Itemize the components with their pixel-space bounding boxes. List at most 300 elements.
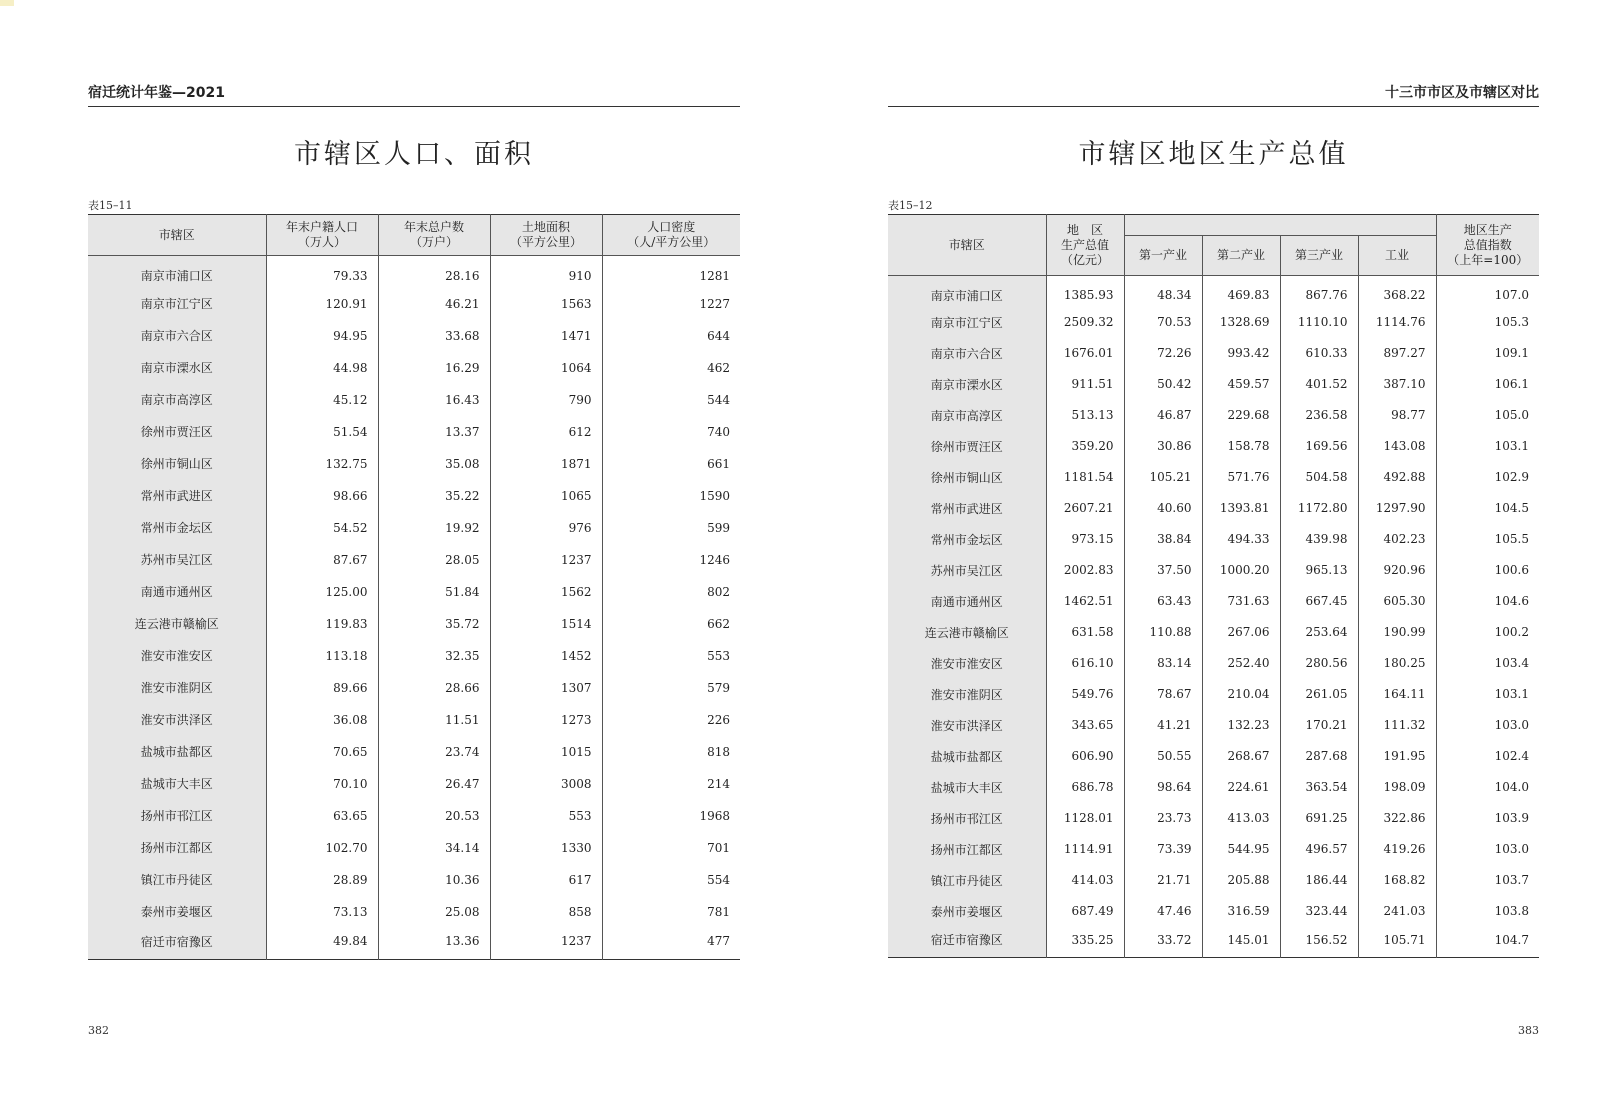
value-cell: 616.10: [1046, 648, 1124, 679]
value-cell: 1181.54: [1046, 462, 1124, 493]
value-cell: 170.21: [1280, 710, 1358, 741]
value-cell: 1114.91: [1046, 834, 1124, 865]
value-cell: 26.47: [378, 768, 490, 800]
value-cell: 28.89: [266, 864, 378, 896]
value-cell: 79.33: [266, 256, 378, 288]
value-cell: 132.75: [266, 448, 378, 480]
value-cell: 103.0: [1436, 834, 1539, 865]
value-cell: 740: [602, 416, 740, 448]
region-name-cell: 南京市溧水区: [888, 369, 1046, 400]
value-cell: 413.03: [1202, 803, 1280, 834]
value-cell: 267.06: [1202, 617, 1280, 648]
value-cell: 818: [602, 736, 740, 768]
region-name-cell: 连云港市赣榆区: [88, 608, 266, 640]
scan-corner-mark: [0, 0, 14, 6]
value-cell: 343.65: [1046, 710, 1124, 741]
value-cell: 103.0: [1436, 710, 1539, 741]
table-row: [88, 288, 740, 320]
value-cell: 186.44: [1280, 865, 1358, 896]
table-row: [88, 576, 740, 608]
table-row: [88, 608, 740, 640]
region-name-cell: 淮安市淮阴区: [88, 672, 266, 704]
value-cell: 38.84: [1124, 524, 1202, 555]
value-cell: 156.52: [1280, 927, 1358, 958]
table-row: [888, 741, 1539, 772]
region-name-cell: 苏州市吴江区: [888, 555, 1046, 586]
value-cell: 106.1: [1436, 369, 1539, 400]
table-row: [888, 586, 1539, 617]
value-cell: 70.53: [1124, 307, 1202, 338]
region-name-cell: 盐城市盐都区: [88, 736, 266, 768]
value-cell: 1330: [490, 832, 602, 864]
value-cell: 606.90: [1046, 741, 1124, 772]
table-row: [88, 448, 740, 480]
value-cell: 579: [602, 672, 740, 704]
value-cell: 667.45: [1280, 586, 1358, 617]
value-cell: 36.08: [266, 704, 378, 736]
header-tertiary-industry: 第三产业: [1280, 236, 1358, 276]
value-cell: 30.86: [1124, 431, 1202, 462]
value-cell: 103.7: [1436, 865, 1539, 896]
value-cell: 1110.10: [1280, 307, 1358, 338]
value-cell: 1064: [490, 352, 602, 384]
value-cell: 190.99: [1358, 617, 1436, 648]
value-cell: 132.23: [1202, 710, 1280, 741]
value-cell: 1385.93: [1046, 276, 1124, 307]
value-cell: 107.0: [1436, 276, 1539, 307]
table-row: [88, 768, 740, 800]
value-cell: 224.61: [1202, 772, 1280, 803]
value-cell: 44.98: [266, 352, 378, 384]
value-cell: 359.20: [1046, 431, 1124, 462]
region-name-cell: 常州市武进区: [88, 480, 266, 512]
header-primary-industry: 第一产业: [1124, 236, 1202, 276]
value-cell: 104.7: [1436, 927, 1539, 958]
value-cell: 323.44: [1280, 896, 1358, 927]
value-cell: 214: [602, 768, 740, 800]
value-cell: 1514: [490, 608, 602, 640]
region-name-cell: 南通市通州区: [888, 586, 1046, 617]
value-cell: 35.08: [378, 448, 490, 480]
value-cell: 83.14: [1124, 648, 1202, 679]
value-cell: 102.4: [1436, 741, 1539, 772]
value-cell: 104.5: [1436, 493, 1539, 524]
header-region: 市辖区: [888, 215, 1046, 276]
value-cell: 11.51: [378, 704, 490, 736]
table-row: [888, 276, 1539, 307]
region-name-cell: 常州市武进区: [888, 493, 1046, 524]
value-cell: 1676.01: [1046, 338, 1124, 369]
value-cell: 51.84: [378, 576, 490, 608]
value-cell: 1237: [490, 544, 602, 576]
table-row: [888, 338, 1539, 369]
value-cell: 553: [490, 800, 602, 832]
value-cell: 169.56: [1280, 431, 1358, 462]
region-name-cell: 南京市六合区: [888, 338, 1046, 369]
value-cell: 103.8: [1436, 896, 1539, 927]
value-cell: 1172.80: [1280, 493, 1358, 524]
value-cell: 23.74: [378, 736, 490, 768]
gdp-table: [888, 214, 1539, 958]
table-row: [888, 400, 1539, 431]
value-cell: 1237: [490, 928, 602, 960]
value-cell: 253.64: [1280, 617, 1358, 648]
region-name-cell: 泰州市姜堰区: [888, 896, 1046, 927]
value-cell: 1128.01: [1046, 803, 1124, 834]
region-name-cell: 镇江市丹徒区: [888, 865, 1046, 896]
value-cell: 2607.21: [1046, 493, 1124, 524]
value-cell: 28.16: [378, 256, 490, 288]
region-name-cell: 宿迁市宿豫区: [88, 928, 266, 960]
region-name-cell: 南京市浦口区: [88, 256, 266, 288]
value-cell: 599: [602, 512, 740, 544]
page-number-left: 382: [88, 1024, 109, 1037]
value-cell: 48.34: [1124, 276, 1202, 307]
value-cell: 103.1: [1436, 679, 1539, 710]
value-cell: 252.40: [1202, 648, 1280, 679]
value-cell: 70.10: [266, 768, 378, 800]
region-name-cell: 南京市江宁区: [888, 307, 1046, 338]
value-cell: 94.95: [266, 320, 378, 352]
value-cell: 459.57: [1202, 369, 1280, 400]
value-cell: 993.42: [1202, 338, 1280, 369]
value-cell: 477: [602, 928, 740, 960]
table-row: [88, 800, 740, 832]
value-cell: 402.23: [1358, 524, 1436, 555]
value-cell: 100.6: [1436, 555, 1539, 586]
value-cell: 164.11: [1358, 679, 1436, 710]
header-land-area: 土地面积 （平方公里）: [490, 215, 602, 256]
value-cell: 322.86: [1358, 803, 1436, 834]
table-row: [88, 256, 740, 288]
value-cell: 368.22: [1358, 276, 1436, 307]
table-row: [888, 803, 1539, 834]
value-cell: 419.26: [1358, 834, 1436, 865]
table-row: [88, 320, 740, 352]
value-cell: 287.68: [1280, 741, 1358, 772]
value-cell: 610.33: [1280, 338, 1358, 369]
region-name-cell: 盐城市盐都区: [888, 741, 1046, 772]
value-cell: 229.68: [1202, 400, 1280, 431]
value-cell: 113.18: [266, 640, 378, 672]
value-cell: 54.52: [266, 512, 378, 544]
table-row: [88, 896, 740, 928]
value-cell: 40.60: [1124, 493, 1202, 524]
region-name-cell: 连云港市赣榆区: [888, 617, 1046, 648]
value-cell: 105.5: [1436, 524, 1539, 555]
value-cell: 205.88: [1202, 865, 1280, 896]
value-cell: 897.27: [1358, 338, 1436, 369]
region-name-cell: 南京市江宁区: [88, 288, 266, 320]
table-row: [88, 352, 740, 384]
header-households: 年末总户数 （万户）: [378, 215, 490, 256]
value-cell: 19.92: [378, 512, 490, 544]
table-row: [888, 772, 1539, 803]
value-cell: 110.88: [1124, 617, 1202, 648]
value-cell: 20.53: [378, 800, 490, 832]
region-name-cell: 盐城市大丰区: [88, 768, 266, 800]
value-cell: 544: [602, 384, 740, 416]
table-row: [88, 928, 740, 960]
value-cell: 98.64: [1124, 772, 1202, 803]
value-cell: 98.66: [266, 480, 378, 512]
value-cell: 790: [490, 384, 602, 416]
value-cell: 513.13: [1046, 400, 1124, 431]
table-row: [888, 307, 1539, 338]
table-row: [888, 493, 1539, 524]
value-cell: 191.95: [1358, 741, 1436, 772]
table-row: [888, 710, 1539, 741]
header-region: 市辖区: [88, 215, 266, 256]
value-cell: 89.66: [266, 672, 378, 704]
value-cell: 401.52: [1280, 369, 1358, 400]
table-row: [88, 480, 740, 512]
value-cell: 976: [490, 512, 602, 544]
value-cell: 612: [490, 416, 602, 448]
value-cell: 414.03: [1046, 865, 1124, 896]
value-cell: 13.36: [378, 928, 490, 960]
value-cell: 168.82: [1358, 865, 1436, 896]
value-cell: 1393.81: [1202, 493, 1280, 524]
value-cell: 554: [602, 864, 740, 896]
page-number-right: 383: [1518, 1024, 1539, 1037]
region-name-cell: 徐州市贾汪区: [88, 416, 266, 448]
value-cell: 119.83: [266, 608, 378, 640]
value-cell: 35.22: [378, 480, 490, 512]
value-cell: 553: [602, 640, 740, 672]
region-name-cell: 扬州市江都区: [888, 834, 1046, 865]
value-cell: 781: [602, 896, 740, 928]
value-cell: 1452: [490, 640, 602, 672]
region-name-cell: 淮安市洪泽区: [88, 704, 266, 736]
value-cell: 686.78: [1046, 772, 1124, 803]
value-cell: 973.15: [1046, 524, 1124, 555]
value-cell: 605.30: [1358, 586, 1436, 617]
region-name-cell: 常州市金坛区: [888, 524, 1046, 555]
value-cell: 51.54: [266, 416, 378, 448]
region-name-cell: 镇江市丹徒区: [88, 864, 266, 896]
table-row: [88, 832, 740, 864]
value-cell: 241.03: [1358, 896, 1436, 927]
region-name-cell: 宿迁市宿豫区: [888, 927, 1046, 958]
table-row: [888, 679, 1539, 710]
value-cell: 965.13: [1280, 555, 1358, 586]
value-cell: 47.46: [1124, 896, 1202, 927]
table-number-15-12: 表15–12: [888, 199, 933, 212]
value-cell: 504.58: [1280, 462, 1358, 493]
value-cell: 63.65: [266, 800, 378, 832]
value-cell: 28.05: [378, 544, 490, 576]
value-cell: 105.0: [1436, 400, 1539, 431]
table-row: [88, 640, 740, 672]
table-row: [88, 736, 740, 768]
value-cell: 49.84: [266, 928, 378, 960]
region-name-cell: 淮安市洪泽区: [888, 710, 1046, 741]
value-cell: 1227: [602, 288, 740, 320]
value-cell: 1281: [602, 256, 740, 288]
region-name-cell: 南京市浦口区: [888, 276, 1046, 307]
table-row: [88, 704, 740, 736]
value-cell: 387.10: [1358, 369, 1436, 400]
table-number-15-11: 表15–11: [88, 199, 133, 212]
value-cell: 571.76: [1202, 462, 1280, 493]
value-cell: 45.12: [266, 384, 378, 416]
value-cell: 1328.69: [1202, 307, 1280, 338]
table-row: [888, 896, 1539, 927]
value-cell: 210.04: [1202, 679, 1280, 710]
value-cell: 492.88: [1358, 462, 1436, 493]
value-cell: 50.55: [1124, 741, 1202, 772]
region-name-cell: 淮安市淮安区: [88, 640, 266, 672]
value-cell: 911.51: [1046, 369, 1124, 400]
value-cell: 73.13: [266, 896, 378, 928]
value-cell: 1000.20: [1202, 555, 1280, 586]
table-row: [888, 462, 1539, 493]
table-title-gdp: 市辖区地区生产总值: [1078, 139, 1349, 170]
value-cell: 109.1: [1436, 338, 1539, 369]
value-cell: 103.1: [1436, 431, 1539, 462]
value-cell: 72.26: [1124, 338, 1202, 369]
value-cell: 1307: [490, 672, 602, 704]
value-cell: 70.65: [266, 736, 378, 768]
value-cell: 105.3: [1436, 307, 1539, 338]
value-cell: 34.14: [378, 832, 490, 864]
table-row: [888, 369, 1539, 400]
region-name-cell: 扬州市邗江区: [88, 800, 266, 832]
value-cell: 1562: [490, 576, 602, 608]
table-row: [888, 617, 1539, 648]
header-industry-group: [1124, 215, 1436, 236]
table-row: [888, 927, 1539, 958]
region-name-cell: 南京市六合区: [88, 320, 266, 352]
value-cell: 268.67: [1202, 741, 1280, 772]
value-cell: 41.21: [1124, 710, 1202, 741]
region-name-cell: 扬州市邗江区: [888, 803, 1046, 834]
value-cell: 1065: [490, 480, 602, 512]
right-page: [888, 0, 1539, 1099]
value-cell: 105.71: [1358, 927, 1436, 958]
value-cell: 363.54: [1280, 772, 1358, 803]
running-head-left: 宿迁统计年鉴—2021: [88, 84, 740, 107]
value-cell: 87.67: [266, 544, 378, 576]
value-cell: 180.25: [1358, 648, 1436, 679]
value-cell: 32.35: [378, 640, 490, 672]
table-row: [888, 431, 1539, 462]
header-registered-population: 年末户籍人口 （万人）: [266, 215, 378, 256]
value-cell: 104.6: [1436, 586, 1539, 617]
value-cell: 494.33: [1202, 524, 1280, 555]
value-cell: 33.72: [1124, 927, 1202, 958]
header-industry: 工业: [1358, 236, 1436, 276]
value-cell: 102.70: [266, 832, 378, 864]
region-name-cell: 南京市高淳区: [88, 384, 266, 416]
running-head-right: 十三市市区及市辖区对比: [888, 84, 1539, 107]
value-cell: 46.21: [378, 288, 490, 320]
value-cell: 462: [602, 352, 740, 384]
value-cell: 1590: [602, 480, 740, 512]
value-cell: 1246: [602, 544, 740, 576]
value-cell: 691.25: [1280, 803, 1358, 834]
region-name-cell: 徐州市铜山区: [88, 448, 266, 480]
value-cell: 100.2: [1436, 617, 1539, 648]
value-cell: 701: [602, 832, 740, 864]
region-name-cell: 扬州市江都区: [88, 832, 266, 864]
value-cell: 28.66: [378, 672, 490, 704]
value-cell: 661: [602, 448, 740, 480]
value-cell: 143.08: [1358, 431, 1436, 462]
table-row: [88, 384, 740, 416]
value-cell: 316.59: [1202, 896, 1280, 927]
value-cell: 16.43: [378, 384, 490, 416]
value-cell: 1297.90: [1358, 493, 1436, 524]
value-cell: 1968: [602, 800, 740, 832]
header-gdp: 地 区 生产总值 （亿元）: [1046, 215, 1124, 276]
value-cell: 1871: [490, 448, 602, 480]
value-cell: 802: [602, 576, 740, 608]
value-cell: 644: [602, 320, 740, 352]
region-name-cell: 淮安市淮阴区: [888, 679, 1046, 710]
value-cell: 469.83: [1202, 276, 1280, 307]
header-population-density: 人口密度 （人/平方公里）: [602, 215, 740, 256]
region-name-cell: 苏州市吴江区: [88, 544, 266, 576]
value-cell: 2002.83: [1046, 555, 1124, 586]
value-cell: 687.49: [1046, 896, 1124, 927]
value-cell: 105.21: [1124, 462, 1202, 493]
value-cell: 1471: [490, 320, 602, 352]
table-row: [888, 555, 1539, 586]
value-cell: 13.37: [378, 416, 490, 448]
table-row: [88, 672, 740, 704]
value-cell: 920.96: [1358, 555, 1436, 586]
region-name-cell: 徐州市铜山区: [888, 462, 1046, 493]
value-cell: 50.42: [1124, 369, 1202, 400]
value-cell: 1273: [490, 704, 602, 736]
value-cell: 46.87: [1124, 400, 1202, 431]
region-name-cell: 南京市高淳区: [888, 400, 1046, 431]
value-cell: 16.29: [378, 352, 490, 384]
header-secondary-industry: 第二产业: [1202, 236, 1280, 276]
value-cell: 103.9: [1436, 803, 1539, 834]
value-cell: 549.76: [1046, 679, 1124, 710]
value-cell: 33.68: [378, 320, 490, 352]
value-cell: 1015: [490, 736, 602, 768]
population-area-table: [88, 214, 740, 960]
table-title-population-area: 市辖区人口、面积: [294, 139, 534, 170]
table-row: [888, 524, 1539, 555]
value-cell: 1462.51: [1046, 586, 1124, 617]
table-row: [88, 512, 740, 544]
value-cell: 145.01: [1202, 927, 1280, 958]
table-row: [88, 864, 740, 896]
value-cell: 21.71: [1124, 865, 1202, 896]
header-gdp-index: 地区生产 总值指数 （上年=100）: [1436, 215, 1539, 276]
value-cell: 496.57: [1280, 834, 1358, 865]
value-cell: 261.05: [1280, 679, 1358, 710]
left-page: [88, 0, 740, 1099]
value-cell: 104.0: [1436, 772, 1539, 803]
value-cell: 858: [490, 896, 602, 928]
value-cell: 78.67: [1124, 679, 1202, 710]
value-cell: 731.63: [1202, 586, 1280, 617]
value-cell: 98.77: [1358, 400, 1436, 431]
value-cell: 23.73: [1124, 803, 1202, 834]
value-cell: 73.39: [1124, 834, 1202, 865]
value-cell: 37.50: [1124, 555, 1202, 586]
value-cell: 662: [602, 608, 740, 640]
region-name-cell: 南通市通州区: [88, 576, 266, 608]
value-cell: 198.09: [1358, 772, 1436, 803]
table-row: [888, 834, 1539, 865]
